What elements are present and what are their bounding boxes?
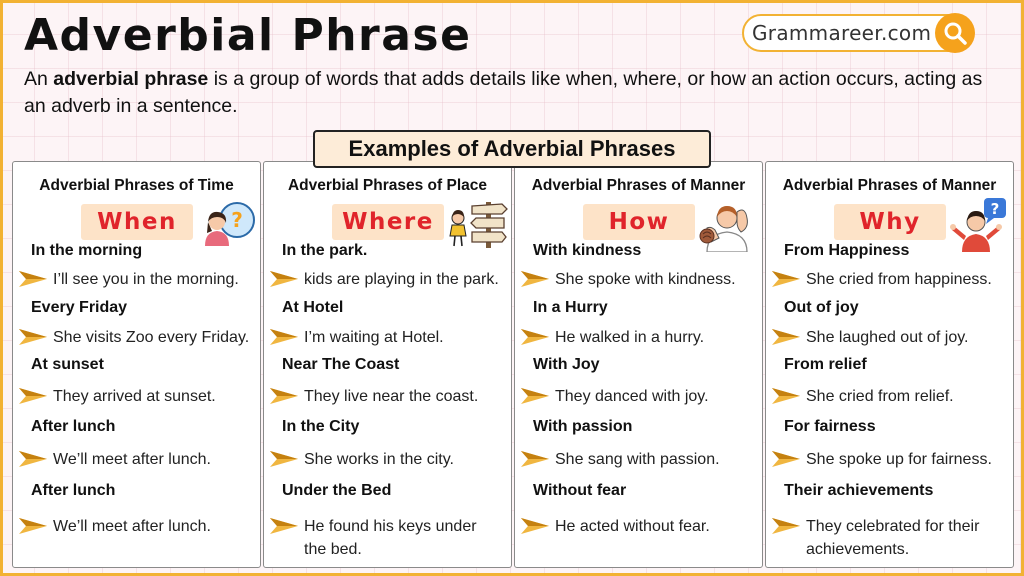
phrase-label: With passion xyxy=(533,418,633,435)
example-text: They arrived at sunset. xyxy=(53,388,216,405)
arrow-bullet-icon xyxy=(270,450,298,468)
svg-text:?: ? xyxy=(990,200,1000,218)
phrase-label: In the City xyxy=(282,418,360,435)
column-reason xyxy=(765,161,1014,568)
column-tag: When xyxy=(81,204,193,240)
column-heading: Adverbial Phrases of Time xyxy=(39,177,234,194)
example-text: She works in the city. xyxy=(304,451,454,468)
example-text: kids are playing in the park. xyxy=(304,271,499,288)
arrow-bullet-icon xyxy=(19,450,47,468)
example-item xyxy=(19,385,259,408)
arrow-bullet-icon xyxy=(19,517,47,535)
phrase-label: After lunch xyxy=(31,418,116,435)
example-item xyxy=(19,268,259,291)
column-heading: Adverbial Phrases of Manner xyxy=(782,177,997,194)
phrase-label: At sunset xyxy=(31,356,104,373)
example-item xyxy=(19,448,259,471)
phrase-label: After lunch xyxy=(31,482,116,499)
column-time xyxy=(12,161,261,568)
example-item xyxy=(521,326,761,349)
example-text: He found his keys under the bed. xyxy=(304,518,477,558)
intro-paragraph xyxy=(24,66,999,120)
example-text: He walked in a hurry. xyxy=(555,329,705,346)
phrase-label: Their achievements xyxy=(784,482,934,499)
arrow-bullet-icon xyxy=(270,387,298,405)
phrase-label: Every Friday xyxy=(31,299,128,316)
clock-question-icon xyxy=(199,198,257,253)
arrow-bullet-icon xyxy=(521,450,549,468)
example-text: She sang with passion. xyxy=(555,451,720,468)
column-manner xyxy=(514,161,763,568)
example-item xyxy=(270,448,510,471)
phrase-label: With kindness xyxy=(533,242,642,259)
phrase-label: With Joy xyxy=(533,356,600,373)
example-text: He acted without fear. xyxy=(555,518,710,535)
example-item xyxy=(19,326,259,349)
example-text: They danced with joy. xyxy=(555,388,709,405)
example-item xyxy=(270,385,510,408)
phrase-label: In the morning xyxy=(31,242,143,259)
column-tag: Why xyxy=(834,204,946,240)
arrow-bullet-icon xyxy=(270,328,298,346)
example-text: They live near the coast. xyxy=(304,388,479,405)
example-text: We’ll meet after lunch. xyxy=(53,518,211,535)
column-tag: How xyxy=(583,204,695,240)
arrow-bullet-icon xyxy=(521,517,549,535)
arrow-bullet-icon xyxy=(521,270,549,288)
arrow-bullet-icon xyxy=(521,328,549,346)
intro-term: adverbial phrase xyxy=(53,68,209,90)
phrase-label: Near The Coast xyxy=(282,356,400,373)
example-text: She laughed out of joy. xyxy=(806,329,969,346)
column-tag: Where xyxy=(332,204,444,240)
phrase-label: Under the Bed xyxy=(282,482,392,499)
example-item xyxy=(521,268,761,291)
arrow-bullet-icon xyxy=(772,387,800,405)
arrow-bullet-icon xyxy=(19,270,47,288)
page-title: Adverbial Phrase xyxy=(24,10,472,61)
phrase-label: For fairness xyxy=(784,418,876,435)
phrase-label: Without fear xyxy=(533,482,627,499)
example-item xyxy=(270,268,510,291)
example-text: They celebrated for their achievements. xyxy=(806,518,980,558)
arrow-bullet-icon xyxy=(772,270,800,288)
example-item xyxy=(772,385,1012,408)
section-title: Examples of Adverbial Phrases xyxy=(313,130,711,168)
intro-rest: is a group of words that adds details like when, where, or how an action occurs, acting as an adverb in a sentence. xyxy=(24,68,983,117)
example-text: She spoke with kindness. xyxy=(555,271,736,288)
example-text: She cried from happiness. xyxy=(806,271,992,288)
arrow-bullet-icon xyxy=(772,517,800,535)
example-item xyxy=(270,515,485,561)
phrase-label: In the park. xyxy=(282,242,368,259)
example-text: I’m waiting at Hotel. xyxy=(304,329,444,346)
intro-prefix: An xyxy=(24,68,54,90)
example-item xyxy=(772,515,1002,561)
column-place xyxy=(263,161,512,568)
example-item xyxy=(521,448,761,471)
thinking-man-icon xyxy=(697,198,759,257)
svg-text:?: ? xyxy=(231,208,243,232)
example-item xyxy=(521,385,761,408)
arrow-bullet-icon xyxy=(521,387,549,405)
brand-search-box[interactable] xyxy=(742,14,974,52)
example-item xyxy=(772,448,1012,471)
example-item xyxy=(270,326,510,349)
example-item xyxy=(772,268,1012,291)
example-text: We’ll meet after lunch. xyxy=(53,451,211,468)
example-text: She spoke up for fairness. xyxy=(806,451,992,468)
arrow-bullet-icon xyxy=(19,328,47,346)
example-text: She visits Zoo every Friday. xyxy=(53,329,250,346)
shrug-question-icon xyxy=(950,198,1010,257)
example-item xyxy=(772,326,1012,349)
arrow-bullet-icon xyxy=(270,270,298,288)
phrase-label: From Happiness xyxy=(784,242,910,259)
phrase-label: In a Hurry xyxy=(533,299,608,316)
example-text: She cried from relief. xyxy=(806,388,954,405)
brand-name: Grammareer.com xyxy=(752,21,932,45)
phrase-label: Out of joy xyxy=(784,299,859,316)
arrow-bullet-icon xyxy=(772,328,800,346)
phrase-label: From relief xyxy=(784,356,867,373)
example-item xyxy=(19,515,259,538)
phrase-label: At Hotel xyxy=(282,299,344,316)
example-text: I’ll see you in the morning. xyxy=(53,271,239,288)
column-heading: Adverbial Phrases of Place xyxy=(287,177,487,194)
search-icon[interactable] xyxy=(935,13,975,53)
arrow-bullet-icon xyxy=(772,450,800,468)
signpost-icon xyxy=(446,198,508,255)
column-heading: Adverbial Phrases of Manner xyxy=(531,177,746,194)
example-item xyxy=(521,515,761,538)
arrow-bullet-icon xyxy=(19,387,47,405)
arrow-bullet-icon xyxy=(270,517,298,535)
